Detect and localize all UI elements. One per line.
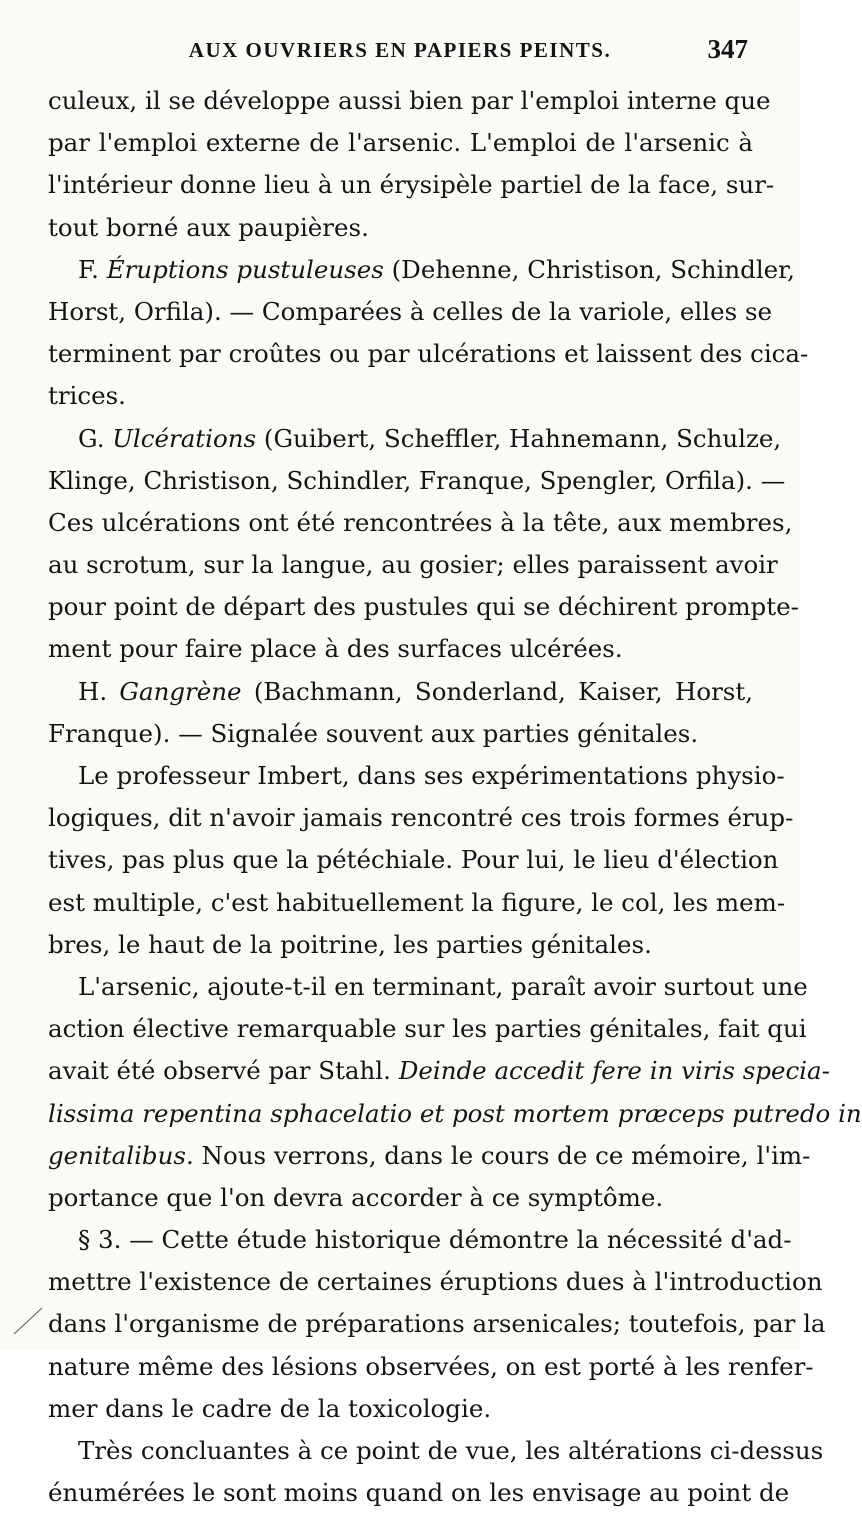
item-heading: Ulcérations	[112, 423, 257, 453]
text-line: ment pour faire place à des surfaces ulcérées.	[48, 634, 623, 664]
text-line: Ces ulcérations ont été rencontrées à la tête, aux membres,	[48, 507, 793, 537]
text-line: pour point de départ des pustules qui se déchirent prompte-	[48, 592, 799, 622]
text-line: culeux, il se développe aussi bien par l'emploi interne que	[48, 86, 771, 115]
scan-edge-mark	[12, 1300, 48, 1336]
text-line: est multiple, c'est habituellement la figure, le col, les mem-	[48, 887, 786, 917]
text-line	[48, 1093, 862, 1135]
text-run: Nous verrons, dans le cours de ce mémoire, l'im-	[193, 1140, 811, 1170]
text-line	[48, 1050, 830, 1092]
text-line	[48, 671, 753, 713]
text-line: tout borné aux paupières.	[48, 212, 369, 242]
page-number: 347	[707, 34, 748, 64]
item-heading: Gangrène	[119, 676, 242, 706]
item-letter: H.	[78, 676, 120, 706]
page-header	[48, 34, 752, 78]
text-line: Le professeur Imbert, dans ses expérimentations physio-	[78, 761, 785, 790]
text-line: action élective remarquable sur les parties génitales, fait qui	[48, 1014, 807, 1044]
text-line	[48, 418, 782, 460]
item-sources: (Dehenne, Christison, Schindler,	[383, 254, 795, 284]
text-run: avait été observé par Stahl.	[48, 1056, 399, 1086]
latin-quote: Deinde accedit fere in viris specia-	[398, 1056, 830, 1086]
text-line: portance que l'on devra accorder à ce symptôme.	[48, 1182, 664, 1212]
item-letter: F.	[78, 254, 107, 284]
text-line: au scrotum, sur la langue, au gosier; elles paraissent avoir	[48, 550, 778, 580]
text-line: mettre l'existence de certaines éruptions dues à l'introduction	[48, 1267, 823, 1297]
latin-quote: genitalibus.	[48, 1140, 194, 1170]
text-line: par l'emploi externe de l'arsenic. L'emploi de l'arsenic à	[48, 128, 753, 158]
text-line: mer dans le cadre de la toxicologie.	[48, 1393, 492, 1423]
item-sources: (Bachmann, Sonderland, Kaiser, Horst,	[241, 676, 753, 706]
text-line: § 3. — Cette étude historique démontre la nécessité d'ad-	[78, 1225, 792, 1255]
text-line: Très concluantes à ce point de vue, les altérations ci-dessus	[78, 1436, 824, 1465]
text-line: énumérées le sont moins quand on les envisage au point de	[48, 1478, 790, 1508]
text-line: dans l'organisme de préparations arsenicales; toutefois, par la	[48, 1309, 826, 1339]
item-letter: G.	[78, 423, 113, 453]
item-heading: Éruptions pustuleuses	[106, 254, 384, 284]
text-line: bres, le haut de la poitrine, les parties génitales.	[48, 929, 652, 959]
text-line: L'arsenic, ajoute-t-il en terminant, paraît avoir surtout une	[78, 971, 808, 1001]
latin-quote: lissima repentina sphacelatio et post mortem præceps putredo in	[48, 1098, 862, 1128]
text-line	[48, 249, 795, 291]
text-line: logiques, dit n'avoir jamais rencontré ces trois formes érup-	[48, 803, 794, 833]
text-line: nature même des lésions observées, on est porté à les renfer-	[48, 1351, 814, 1381]
text-line: Horst, Orfila). — Comparées à celles de la variole, elles se	[48, 296, 773, 326]
text-line: Klinge, Christison, Schindler, Franque, Spengler, Orfila). —	[48, 465, 786, 495]
running-title: AUX OUVRIERS EN PAPIERS PEINTS.	[188, 38, 612, 62]
text-line: l'intérieur donne lieu à un érysipèle partiel de la face, sur-	[48, 170, 775, 200]
text-line: trices.	[48, 381, 126, 411]
text-line	[48, 1135, 811, 1177]
text-line: tives, pas plus que la pétéchiale. Pour lui, le lieu d'élection	[48, 845, 779, 875]
body-text	[48, 80, 862, 1514]
item-sources: (Guibert, Scheffler, Hahnemann, Schulze,	[256, 423, 782, 453]
text-line: terminent par croûtes ou par ulcérations et laissent des cica-	[48, 339, 809, 369]
text-line: Franque). — Signalée souvent aux parties génitales.	[48, 718, 699, 748]
